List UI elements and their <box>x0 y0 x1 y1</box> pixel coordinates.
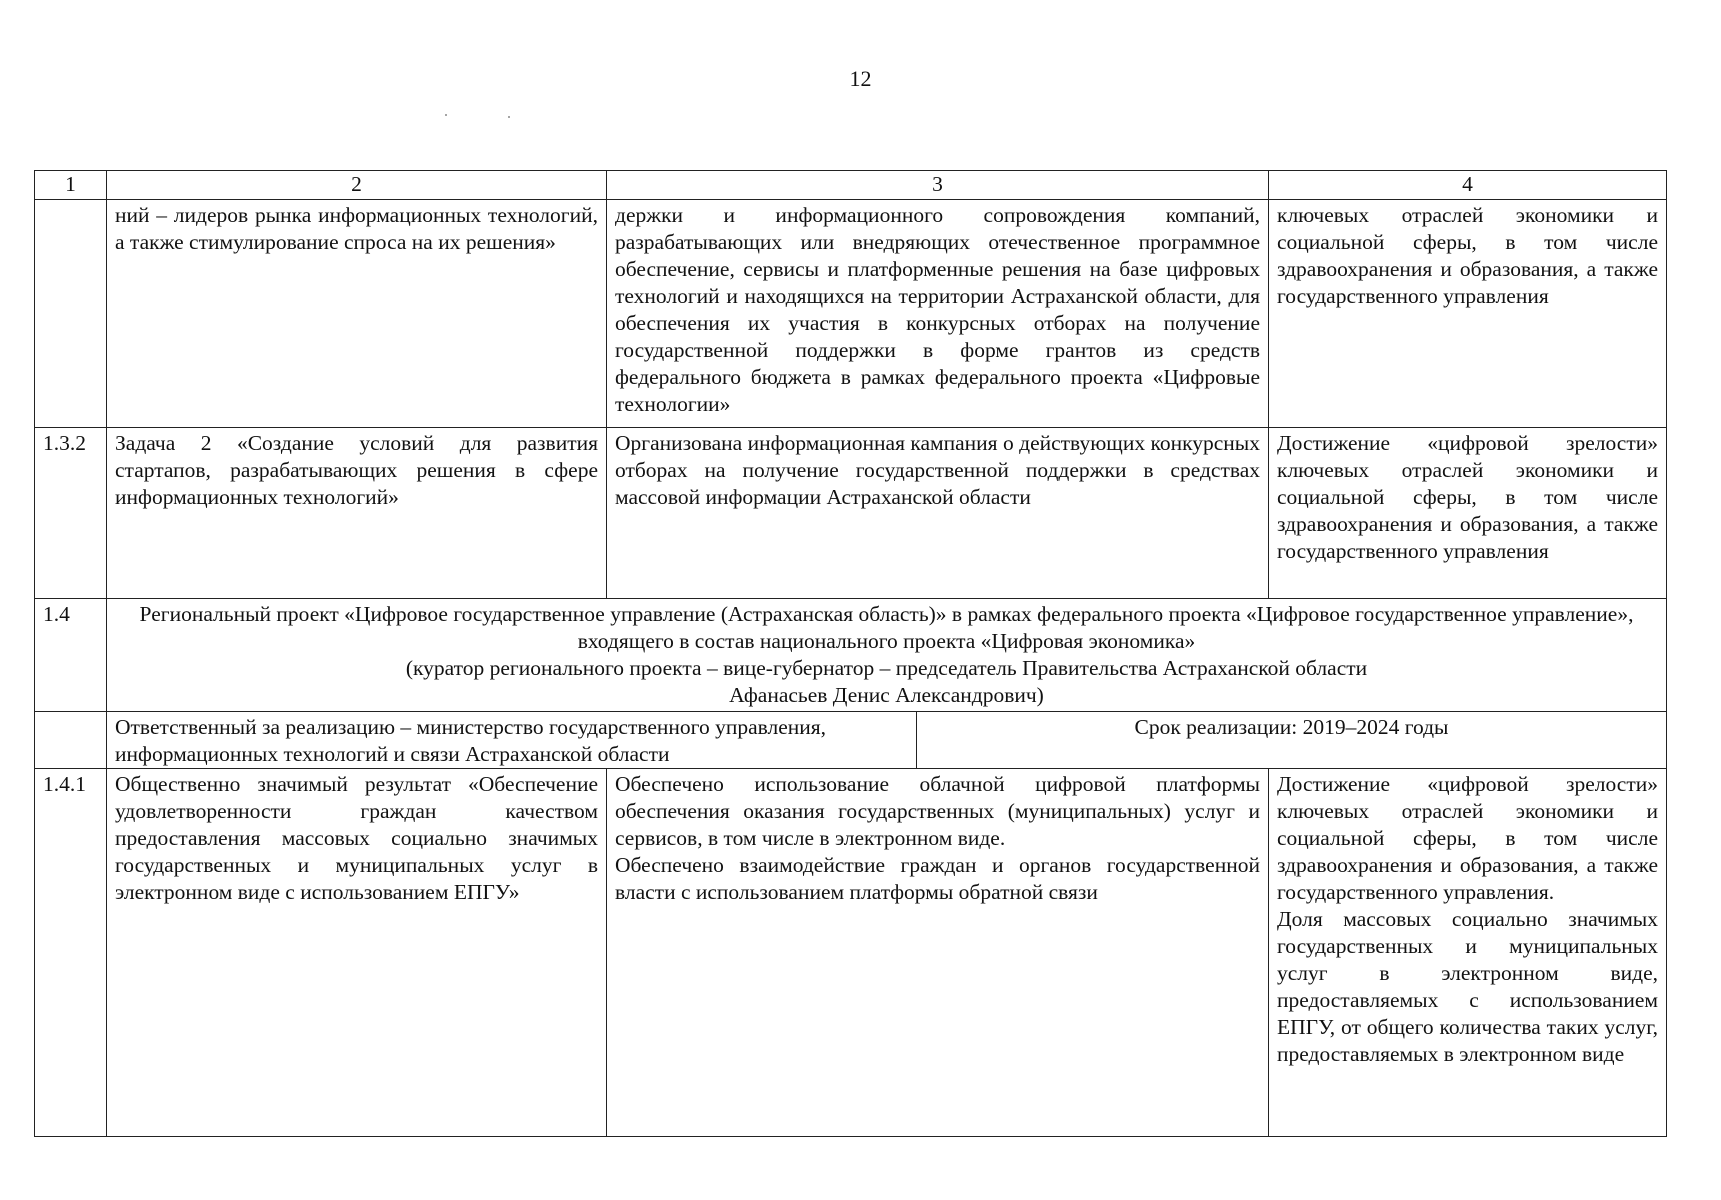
row-number <box>35 712 107 769</box>
page-number: 12 <box>849 66 872 91</box>
table-row-responsible <box>35 712 1667 769</box>
indicator-paragraph: Доля массовых социально значимых государственных и муниципальных услуг в электронном виде, предоставляемых с использованием ЕПГУ, от общего количества таких услуг, предоставляемых в электронном виде <box>1277 907 1658 1066</box>
regional-project-curator-name: Афанасьев Денис Александрович) <box>729 683 1044 707</box>
header-col-1: 1 <box>35 171 107 200</box>
row-task-cell: ний – лидеров рынка информационных технологий, а также стимулирование спроса на их решения» <box>107 200 607 428</box>
row-indicator-cell <box>1269 769 1667 1137</box>
scan-speck <box>445 114 447 116</box>
table-row-continuation <box>35 200 1667 428</box>
result-paragraph: Обеспечено взаимодействие граждан и органов государственной власти с использованием платформы обратной связи <box>615 853 1260 904</box>
table-row-1-3-2 <box>35 428 1667 599</box>
row-result-cell: держки и информационного сопровождения компаний, разрабатывающих или внедряющих отечественное программное обеспечение, сервисы и платформенные решения на базе цифровых технологий и находящихся на территории Астраханской области, для обеспечения их участия в конкурсных отборах на получение государственной поддержки в форме грантов из средств федерального бюджета в рамках федерального проекта «Цифровые технологии» <box>607 200 1269 428</box>
row-result-cell <box>607 769 1269 1137</box>
regional-project-title: Региональный проект «Цифровое государственное управление (Астраханская область)» в рамках федерального проекта «Цифровое государственное управление», входящего в состав национального проекта «Цифровая экономика» <box>139 602 1634 653</box>
header-col-2: 2 <box>107 171 607 200</box>
responsible-cell: Ответственный за реализацию – министерство государственного управления, информационных технологий и связи Астраханской области <box>107 712 917 769</box>
row-number: 1.4.1 <box>35 769 107 1137</box>
row-number: 1.4 <box>35 599 107 712</box>
header-col-4: 4 <box>1269 171 1667 200</box>
regional-project-cell <box>107 599 1667 712</box>
row-task-cell: Задача 2 «Создание условий для развития стартапов, разрабатывающих решения в сфере информационных технологий» <box>107 428 607 599</box>
table-row-1-4-1 <box>35 769 1667 1137</box>
row-task-cell: Общественно значимый результат «Обеспечение удовлетворенности граждан качеством предоставления массовых социально значимых государственных и муниципальных услуг в электронном виде с использованием ЕПГУ» <box>107 769 607 1137</box>
document-table <box>34 170 1667 1137</box>
row-number: 1.3.2 <box>35 428 107 599</box>
header-col-3: 3 <box>607 171 1269 200</box>
term-cell: Срок реализации: 2019–2024 годы <box>917 712 1667 769</box>
table-header-row <box>35 171 1667 200</box>
scan-speck <box>508 116 510 118</box>
row-indicator-cell: Достижение «цифровой зрелости» ключевых отраслей экономики и социальной сферы, в том числе здравоохранения и образования, а также государственного управления <box>1269 428 1667 599</box>
row-number <box>35 200 107 428</box>
row-result-cell: Организована информационная кампания о действующих конкурсных отборах на получение государственной поддержки в средствах массовой информации Астраханской области <box>607 428 1269 599</box>
result-paragraph: Обеспечено использование облачной цифровой платформы обеспечения оказания государственных (муниципальных) услуг и сервисов, в том числе в электронном виде. <box>615 772 1260 850</box>
regional-project-curator: (куратор регионального проекта – вице-губернатор – председатель Правительства Астраханской области <box>405 656 1368 680</box>
row-indicator-cell: ключевых отраслей экономики и социальной сферы, в том числе здравоохранения и образования, а также государственного управления <box>1269 200 1667 428</box>
table-row-1-4 <box>35 599 1667 712</box>
indicator-paragraph: Достижение «цифровой зрелости» ключевых отраслей экономики и социальной сферы, в том числе здравоохранения и образования, а также государственного управления. <box>1277 772 1658 904</box>
